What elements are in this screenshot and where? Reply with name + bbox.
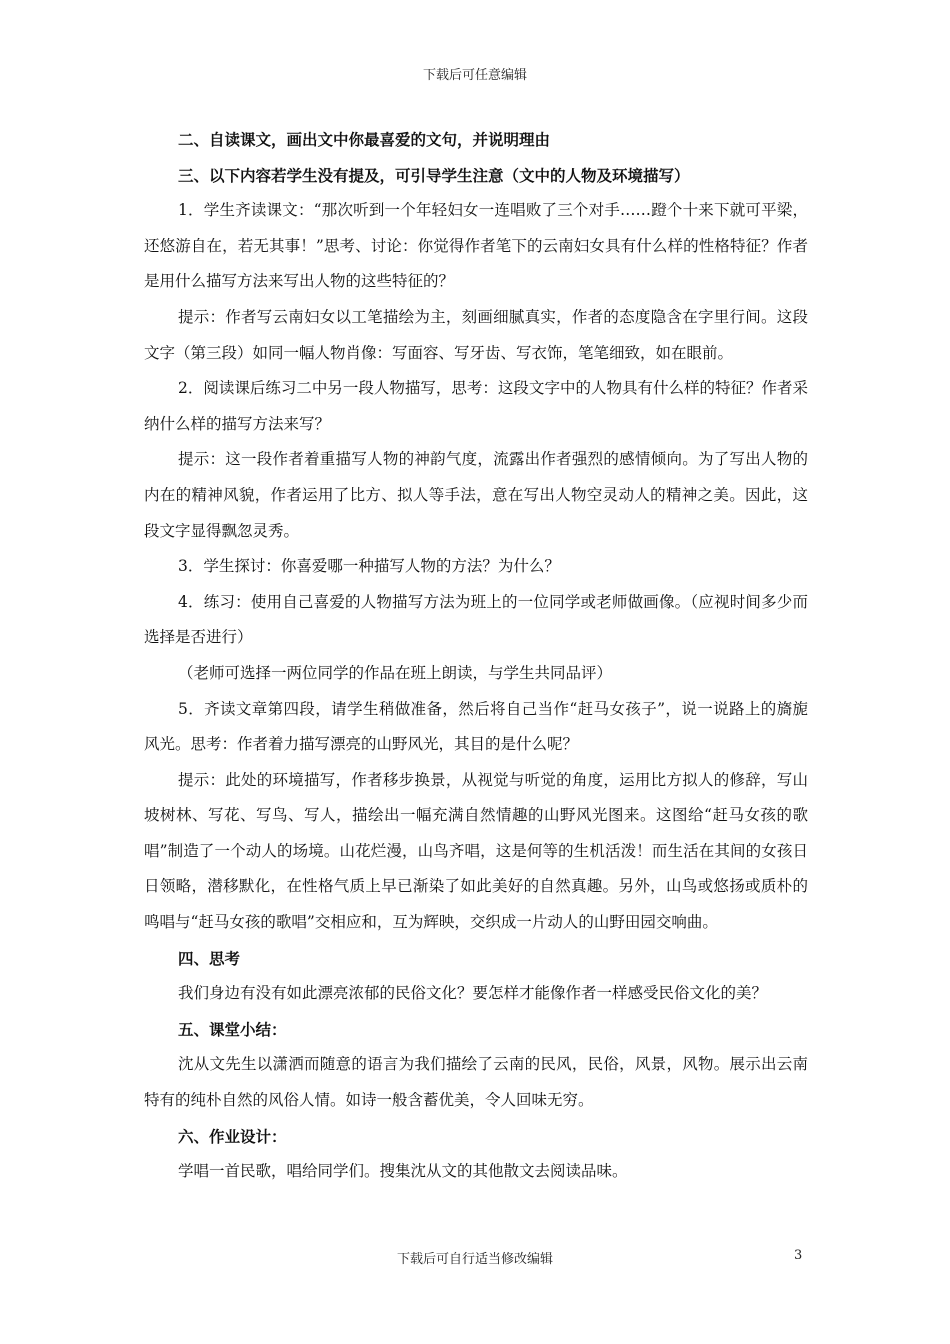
section-heading-5: 五、课堂小结： xyxy=(178,1019,287,1039)
paragraph-1: 1．学生齐读课文：“那次听到一个年轻妇女一连唱败了三个对手……蹬个十来下就可平梁，还悠游自在，若无其事！”思考、讨论：你觉得作者笔下的云南妇女具有什么样的性格特征？作者是用什么描写方法来写出人物的这些特征的？ xyxy=(144,201,808,291)
paragraph-4: 4．练习：使用自己喜爱的人物描写方法为班上的一位同学或老师做画像。（应视时间多少而选择是否进行） xyxy=(144,592,808,647)
document-body xyxy=(144,122,808,1190)
paragraph-homework: 学唱一首民歌，唱给同学们。搜集沈从文的其他散文去阅读品味。 xyxy=(178,1162,628,1181)
section-heading-6: 六、作业设计： xyxy=(178,1126,287,1146)
page-number: 3 xyxy=(794,1248,803,1263)
paragraph-summary: 沈从文先生以潇洒而随意的语言为我们描绘了云南的民风，民俗，风景，风物。展示出云南特有的纯朴自然的风俗人情。如诗一般含蓄优美，令人回味无穷。 xyxy=(144,1055,808,1110)
section-heading-2: 二、自读课文，画出文中你最喜爱的文句，并说明理由 xyxy=(178,130,551,149)
paragraph-teacher-note: （老师可选择一两位同学的作品在班上朗读，与学生共同品评） xyxy=(178,663,613,682)
section-heading-4: 四、思考 xyxy=(178,948,241,968)
paragraph-hint-2: 提示：这一段作者着重描写人物的神韵气度，流露出作者强烈的感情倾向。为了写出人物的内在的精神风貌，作者运用了比方、拟人等手法，意在写出人物空灵动人的精神之美。因此，这段文字显得飘忽灵秀。 xyxy=(144,450,808,540)
paragraph-5: 5．齐读文章第四段，请学生稍做准备，然后将自己当作“赶马女孩子”，说一说路上的旖旎风光。思考：作者着力描写漂亮的山野风光，其目的是什么呢？ xyxy=(144,699,808,754)
section-heading-3: 三、以下内容若学生没有提及，可引导学生注意（文中的人物及环境描写） xyxy=(178,165,690,185)
paragraph-3: 3．学生探讨：你喜爱哪一种描写人物的方法？为什么？ xyxy=(178,557,560,576)
paragraph-2: 2．阅读课后练习二中另一段人物描写，思考：这段文字中的人物具有什么样的特征？作者采纳什么样的描写方法来写？ xyxy=(144,379,808,433)
paragraph-hint-1: 提示：作者写云南妇女以工笔描绘为主，刻画细腻真实，作者的态度隐含在字里行间。这段文字（第三段）如同一幅人物肖像：写面容、写牙齿、写衣饰，笔笔细致，如在眼前。 xyxy=(144,307,808,362)
paragraph-think: 我们身边有没有如此漂亮浓郁的民俗文化？要怎样才能像作者一样感受民俗文化的美？ xyxy=(178,984,768,1003)
paragraph-hint-5: 提示：此处的环境描写，作者移步换景，从视觉与听觉的角度，运用比方拟人的修辞，写山坡树林、写花、写鸟、写人，描绘出一幅充满自然情趣的山野风光图来。这图给“赶马女孩的歌唱”制造了一个动人的场境。山花烂漫，山鸟齐唱，这是何等的生机活泼！而生活在其间的女孩日日领略，潜移默化，在性格气质上早已渐染了如此美好的自然真趣。另外，山鸟或悠扬或质朴的鸣唱与“赶马女孩的歌唱”交相应和，互为辉映，交织成一片动人的山野田园交响曲。 xyxy=(144,770,808,932)
page-footer: 下载后可自行适当修改编辑 xyxy=(396,1252,553,1267)
page-header: 下载后可任意编辑 xyxy=(422,68,527,83)
